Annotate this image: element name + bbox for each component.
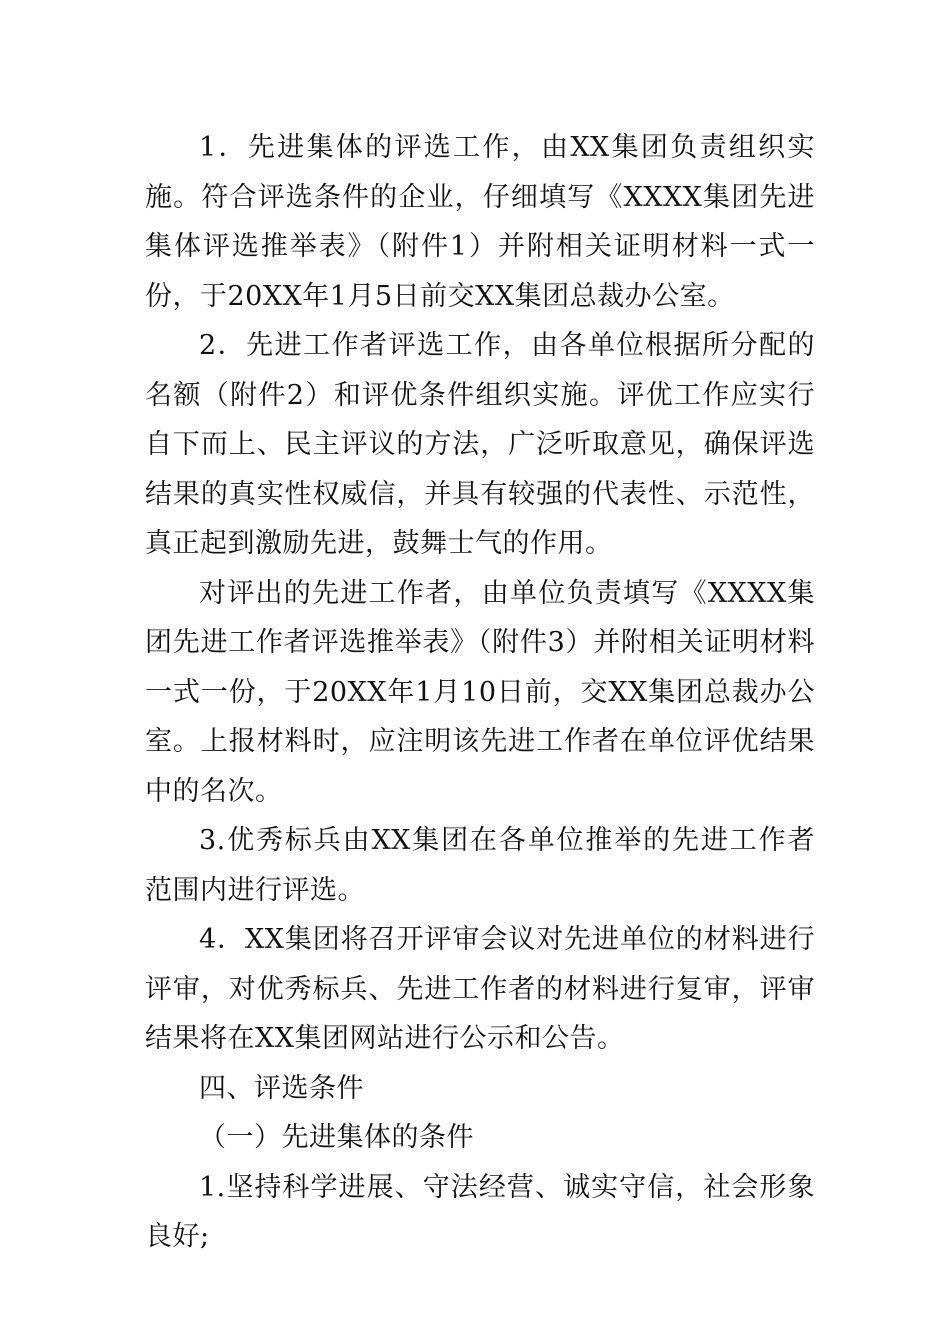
paragraph-worker-selection: 2．先进工作者评选工作，由各单位根据所分配的名额（附件2）和评优条件组织实施。评优工作应实行自下而上、民主评议的方法，广泛听取意见，确保评选结果的真实性权威信，并具有较强的代表性、示范性，真正起到激励先进，鼓舞士气的作用。 <box>145 330 815 559</box>
paragraph-worker-submission: 对评出的先进工作者，由单位负责填写《XXXX集团先进工作者评选推举表》（附件3）并附相关证明材料一式一份，于20XX年1月10日前，交XX集团总裁办公室。上报材料时，应注明该先进工作者在单位评优结果中的名次。 <box>145 577 815 807</box>
paragraph-collective-selection: 1．先进集体的评选工作，由XX集团负责组织实施。符合评选条件的企业，仔细填写《XXXX集团先进集体评选推举表》（附件1）并附相关证明材料一式一份，于20XX年1月5日前交XX集团总裁办公室。 <box>145 132 815 312</box>
paragraph-review-meeting: 4．XX集团将召开评审会议对先进单位的材料进行评审，对优秀标兵、先进工作者的材料进行复审，评审结果将在XX集团网站进行公示和公告。 <box>145 924 815 1054</box>
document-body <box>145 123 815 1262</box>
paragraph-model-selection: 3.优秀标兵由XX集团在各单位推举的先进工作者范围内进行评选。 <box>145 825 815 906</box>
section-heading-criteria: 四、评选条件 <box>199 1072 364 1104</box>
subsection-heading-collective: （一）先进集体的条件 <box>199 1122 474 1153</box>
paragraph-criterion-1: 1.坚持科学进展、守法经营、诚实守信，社会形象良好; <box>145 1171 815 1252</box>
